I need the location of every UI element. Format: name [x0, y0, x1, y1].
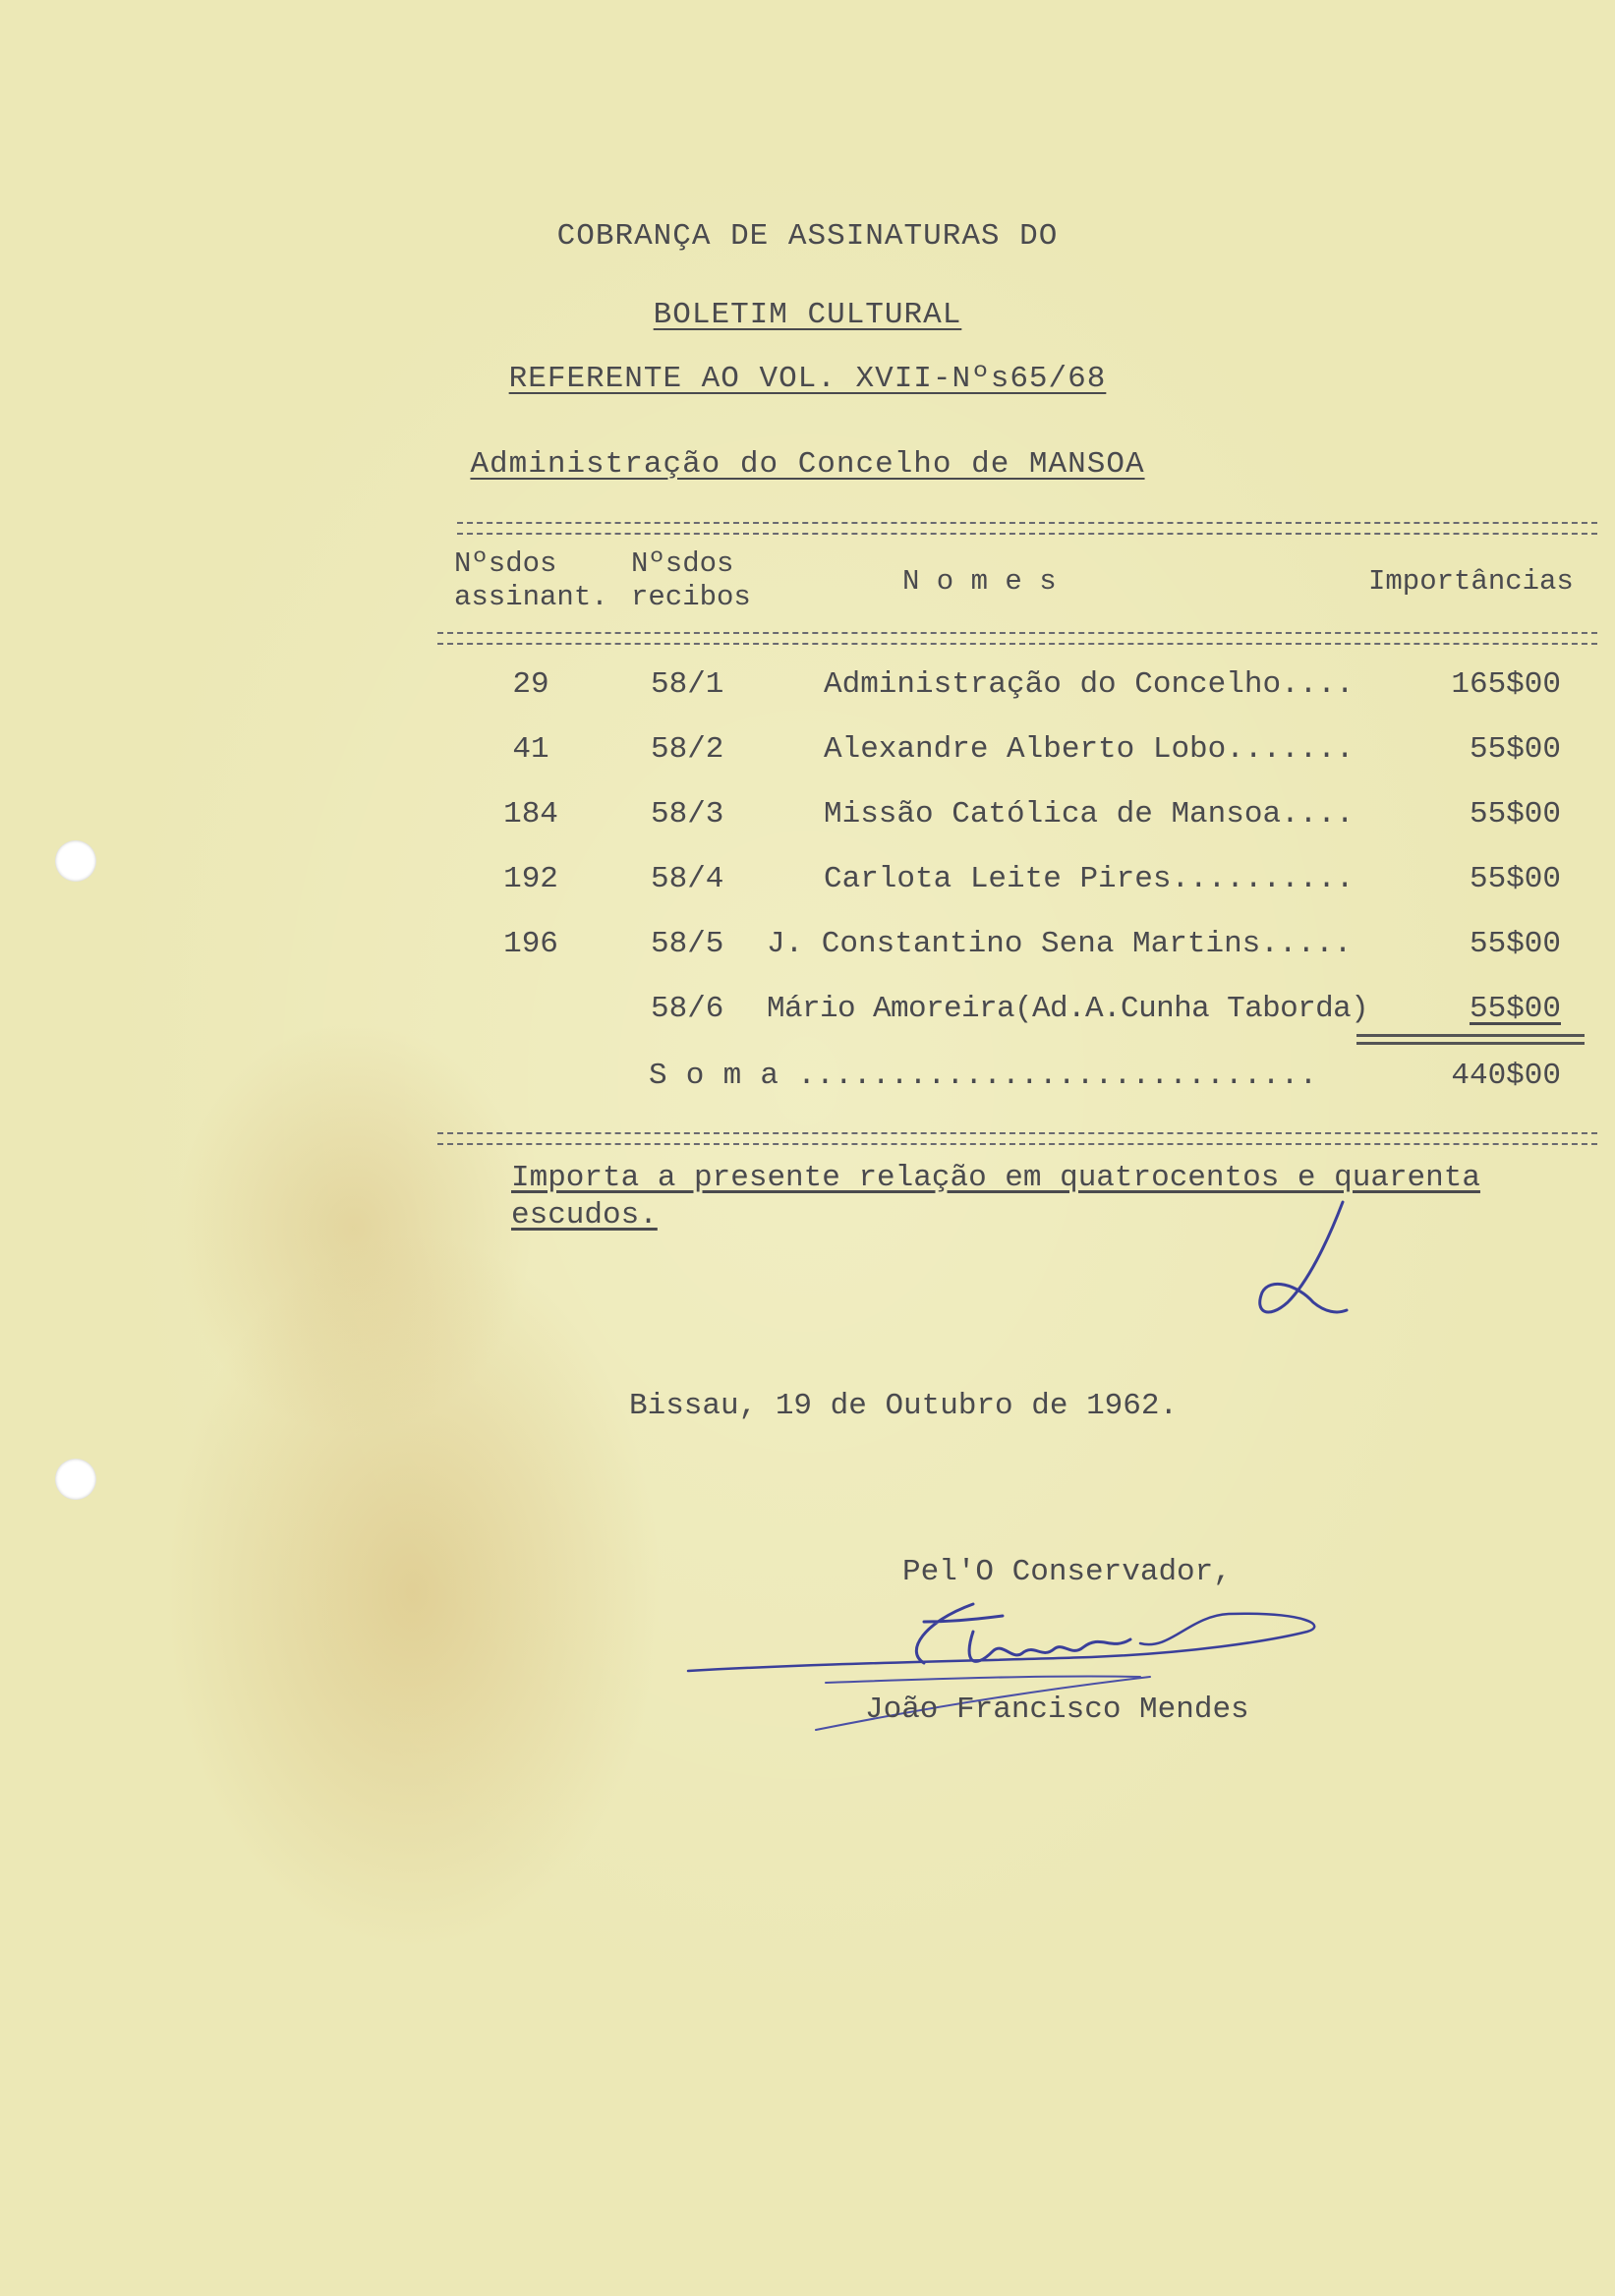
sum-double-rule	[1356, 1034, 1585, 1045]
table-row	[0, 667, 1615, 711]
subscriber-name: Missão Católica de Mansoa....	[824, 797, 1355, 832]
signatory-name: João Francisco Mendes	[865, 1693, 1249, 1727]
total-in-words: Importa a presente relação em quatrocentos e quarenta escudos.	[511, 1161, 1480, 1233]
table-row	[0, 797, 1615, 840]
table-row	[0, 927, 1615, 970]
subscriber-name: Administração do Concelho....	[824, 667, 1355, 702]
recibo-number: 58/6	[651, 992, 724, 1026]
amount: 55$00	[1469, 732, 1561, 767]
header-line-4: Administração do Concelho de MANSOA	[470, 447, 1145, 482]
subscriber-name: Carlota Leite Pires..........	[824, 862, 1355, 896]
table-header-rule	[437, 632, 1597, 645]
assinante-number: 196	[503, 927, 558, 961]
recibo-number: 58/3	[651, 797, 724, 832]
sum-row	[0, 1059, 1615, 1102]
recibo-number: 58/2	[651, 732, 724, 767]
assinante-number: 184	[503, 797, 558, 832]
initial-mark	[1248, 1194, 1366, 1322]
signature-closing: Pel'O Conservador,	[902, 1555, 1232, 1589]
amount: 55$00	[1469, 927, 1561, 961]
header-importancias: Importâncias	[1368, 565, 1574, 598]
recibo-number: 58/1	[651, 667, 724, 702]
table-row	[0, 732, 1615, 775]
amount: 55$00	[1469, 862, 1561, 896]
header-line-1: COBRANÇA DE ASSINATURAS DO	[556, 219, 1059, 254]
sum-value: 440$00	[1451, 1059, 1561, 1093]
amount: 55$00	[1469, 797, 1561, 832]
table-bottom-rule	[437, 1132, 1597, 1145]
amount: 55$00	[1469, 992, 1561, 1026]
table-top-rule	[457, 522, 1597, 535]
amount: 165$00	[1451, 667, 1561, 702]
header-assinantes: Nºsdos assinant.	[454, 547, 608, 613]
date-line: Bissau, 19 de Outubro de 1962.	[629, 1389, 1179, 1423]
header-recibos: Nºsdos recibos	[631, 547, 751, 613]
recibo-number: 58/4	[651, 862, 724, 896]
header-line-2: BOLETIM CULTURAL	[653, 298, 962, 332]
header-line-3: REFERENTE AO VOL. XVII-Nºs65/68	[508, 362, 1107, 396]
table-row	[0, 862, 1615, 905]
punch-hole	[55, 1459, 96, 1500]
header-nomes: N o m e s	[902, 565, 1057, 598]
sum-label: S o m a ............................	[649, 1059, 1318, 1093]
assinante-number: 192	[503, 862, 558, 896]
table-row	[0, 992, 1615, 1035]
subscriber-name: Mário Amoreira(Ad.A.Cunha Taborda)	[767, 992, 1369, 1026]
recibo-number: 58/5	[651, 927, 724, 961]
assinante-number: 29	[512, 667, 549, 702]
assinante-number: 41	[512, 732, 549, 767]
subscriber-name: Alexandre Alberto Lobo.......	[824, 732, 1355, 767]
subscriber-name: J. Constantino Sena Martins.....	[767, 927, 1353, 961]
